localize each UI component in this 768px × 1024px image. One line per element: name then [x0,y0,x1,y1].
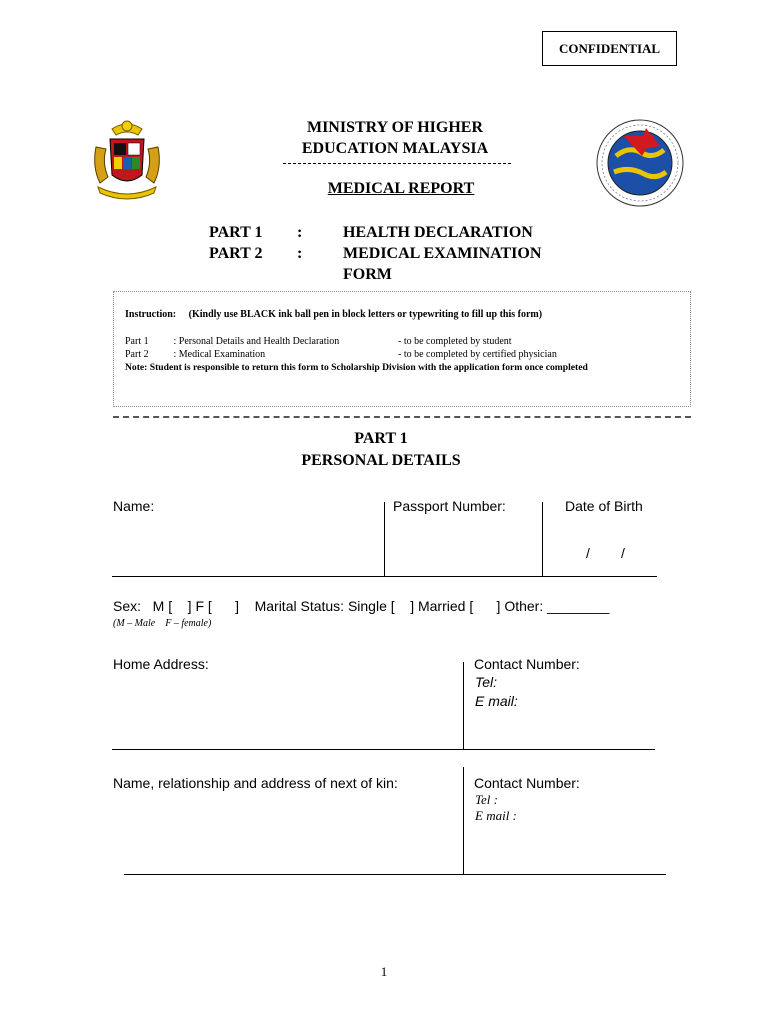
instruction-part: Part 2 [125,349,149,360]
parts-list [209,222,573,285]
divider-vertical [463,767,464,874]
next-of-kin-label: Name, relationship and address of next of kin: [113,775,398,791]
instruction-note: Note: Student is responsible to return this form to Scholarship Division with the application form once completed [125,362,588,373]
ministry-title-line1: MINISTRY OF HIGHER [306,119,484,136]
passport-label: Passport Number: [393,498,506,514]
sex-note: (M – Male F – female) [113,618,212,629]
part-colon [297,264,343,285]
row-underline [124,874,666,875]
instruction-prefix: Instruction: [125,309,177,320]
contact-number-label: Contact Number: [474,656,580,672]
report-title: MEDICAL REPORT [327,180,475,197]
instruction-box [113,291,691,407]
ministry-title-line2: EDUCATION MALAYSIA [301,140,489,157]
part1-heading [250,428,512,472]
instruction-by: - to be completed by certified physician [398,349,557,360]
coat-of-arms-logo [84,117,170,203]
part-colon: : [297,245,303,262]
instruction-row-1 [125,336,512,347]
part-text: HEALTH DECLARATION [343,224,533,241]
divider-vertical [542,502,543,576]
part1-heading-line2: PERSONAL DETAILS [301,452,461,469]
title-divider [283,163,511,164]
parts-row-1 [209,222,573,243]
divider-vertical [463,662,464,749]
instruction-row-2 [125,349,557,360]
confidential-label: CONFIDENTIAL [542,31,677,66]
tel-label: Tel: [475,674,498,690]
dob-label: Date of Birth [565,498,643,514]
instruction-desc: : Personal Details and Health Declaration [173,336,340,347]
parts-row-2 [209,243,573,264]
ministry-title [250,117,540,159]
contact-number-label: Contact Number: [474,775,580,791]
divider-vertical [384,502,385,576]
instruction-line [125,309,542,320]
email-label: E mail: [475,693,518,709]
instruction-part: Part 1 [125,336,149,347]
instruction-by: - to be completed by student [398,336,512,347]
dob-slashes: / / [586,545,625,561]
row-underline [112,576,657,577]
part-text: FORM [343,266,392,283]
email-label: E mail : [475,808,517,823]
sex-marital-line[interactable]: Sex: M [ ] F [ ] Marital Status: Single [ ] Married [ ] Other: ________ [113,598,610,614]
name-label: Name: [113,498,155,514]
part-label [209,264,297,285]
home-address-label: Home Address: [113,656,209,672]
part1-heading-line1: PART 1 [354,430,408,447]
part-text: MEDICAL EXAMINATION [343,245,542,262]
tel-label: Tel : [475,792,498,807]
row-underline [112,749,655,750]
instruction-text: (Kindly use BLACK ink ball pen in block letters or typewriting to fill up this form) [188,309,543,320]
parts-row-3 [209,264,573,285]
instruction-desc: : Medical Examination [173,349,266,360]
part-colon: : [297,224,303,241]
page-number: 1 [380,964,388,979]
part-label: PART 2 [209,245,263,262]
part-label: PART 1 [209,224,263,241]
section-separator [113,416,691,418]
ministry-higher-education-logo [594,116,686,210]
